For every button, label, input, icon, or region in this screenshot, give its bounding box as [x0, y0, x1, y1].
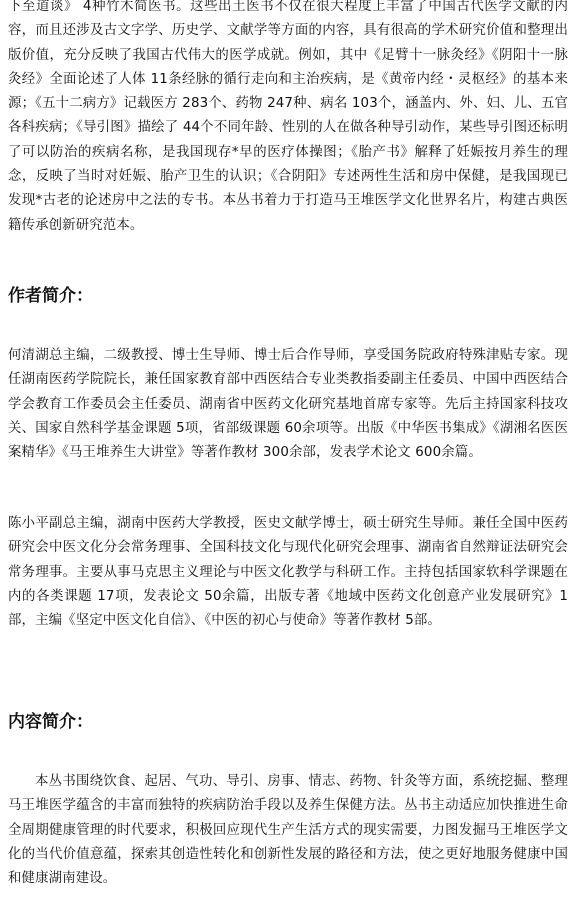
content-heading: 内容简介： [8, 712, 93, 732]
author-paragraph-1: 何清湖总主编，二级教授、博士生导师、博士后合作导师，享受国务院政府特殊津贴专家。现任湖南医药学院院长，兼任国家教育部中西医结合专业类教指委副主任委员、中国中西医结合学会教育工作委员会主任委员、湖南省中医药文化研究基地首席专家等。先后主持国家科技攻关、国家自然科学基金课题 5项，省部级课题 60余项等。出版《中华医书集成》《湖湘名医医案精华》《马王堆养生大讲堂》等著作教材 300余部，发表学术论文 600余篇。 [8, 348, 568, 461]
intro-paragraph: 下至道谈》 4种竹木简医书。这些出土医书不仅在很大程度上丰富了中国古代医学文献的内容，而且还涉及古文字学、历史学、文献学等方面的内容，具有很高的学术研究价值和整理出版价值，充分反映了我国古代伟大的医学成就。例如，其中《足臂十一脉灸经》《阴阳十一脉灸经》全面论述了人体 11条经脉的循行走向和主治疾病，是《黄帝内经・灵枢经》的基本来源；《五十二病方》记载医方 283个、药物 247种、病名 103个，涵盖内、外、妇、儿、五官各科疾病；《导引图》描绘了 44个不同年龄、性别的人在做各种导引动作，某些导引图还标明了可以防治的疾病名称，是我国现存*早的医疗体操图；《胎产书》解释了妊娠按月养生的理念，反映了当时对妊娠、胎产卫生的认识；《合阴阳》专述两性生活和房中保健，是我国现已发现*古老的论述房中之法的专书。本丛书着力于打造马王堆医学文化世界名片，构建古典医籍传承创新研究范本。 [8, 0, 568, 233]
author-heading: 作者简介： [8, 286, 93, 306]
content-paragraph: 本丛书围绕饮食、起居、气功、导引、房事、情志、药物、针灸等方面，系统挖掘、整理马王堆医学蕴含的丰富而独特的疾病防治手段以及养生保健方法。丛书主动适应加快推进生命全周期健康管理的时代要求，积极回应现代生产生活方式的现实需要，力图发掘马王堆医学文化的当代价值意蕴，探索其创造性转化和创新性发展的路径和方法，使之更好地服务健康中国和健康湖南建设。 [8, 774, 568, 887]
author-paragraph-2: 陈小平副总主编，湖南中医药大学教授，医史文献学博士，硕士研究生导师。兼任全国中医药研究会中医文化分会常务理事、全国科技文化与现代化研究会理事、湖南省自然辩证法研究会常务理事。主要从事马克思主义理论与中医文化教学与科研工作。主持包括国家软科学课题在内的各类课题 17项，发表论文 50余篇，出版专著《地域中医药文化创意产业发展研究》1部，主编《坚定中医文化自信》、《中医的初心与使命》等著作教材 5部。 [8, 516, 568, 629]
